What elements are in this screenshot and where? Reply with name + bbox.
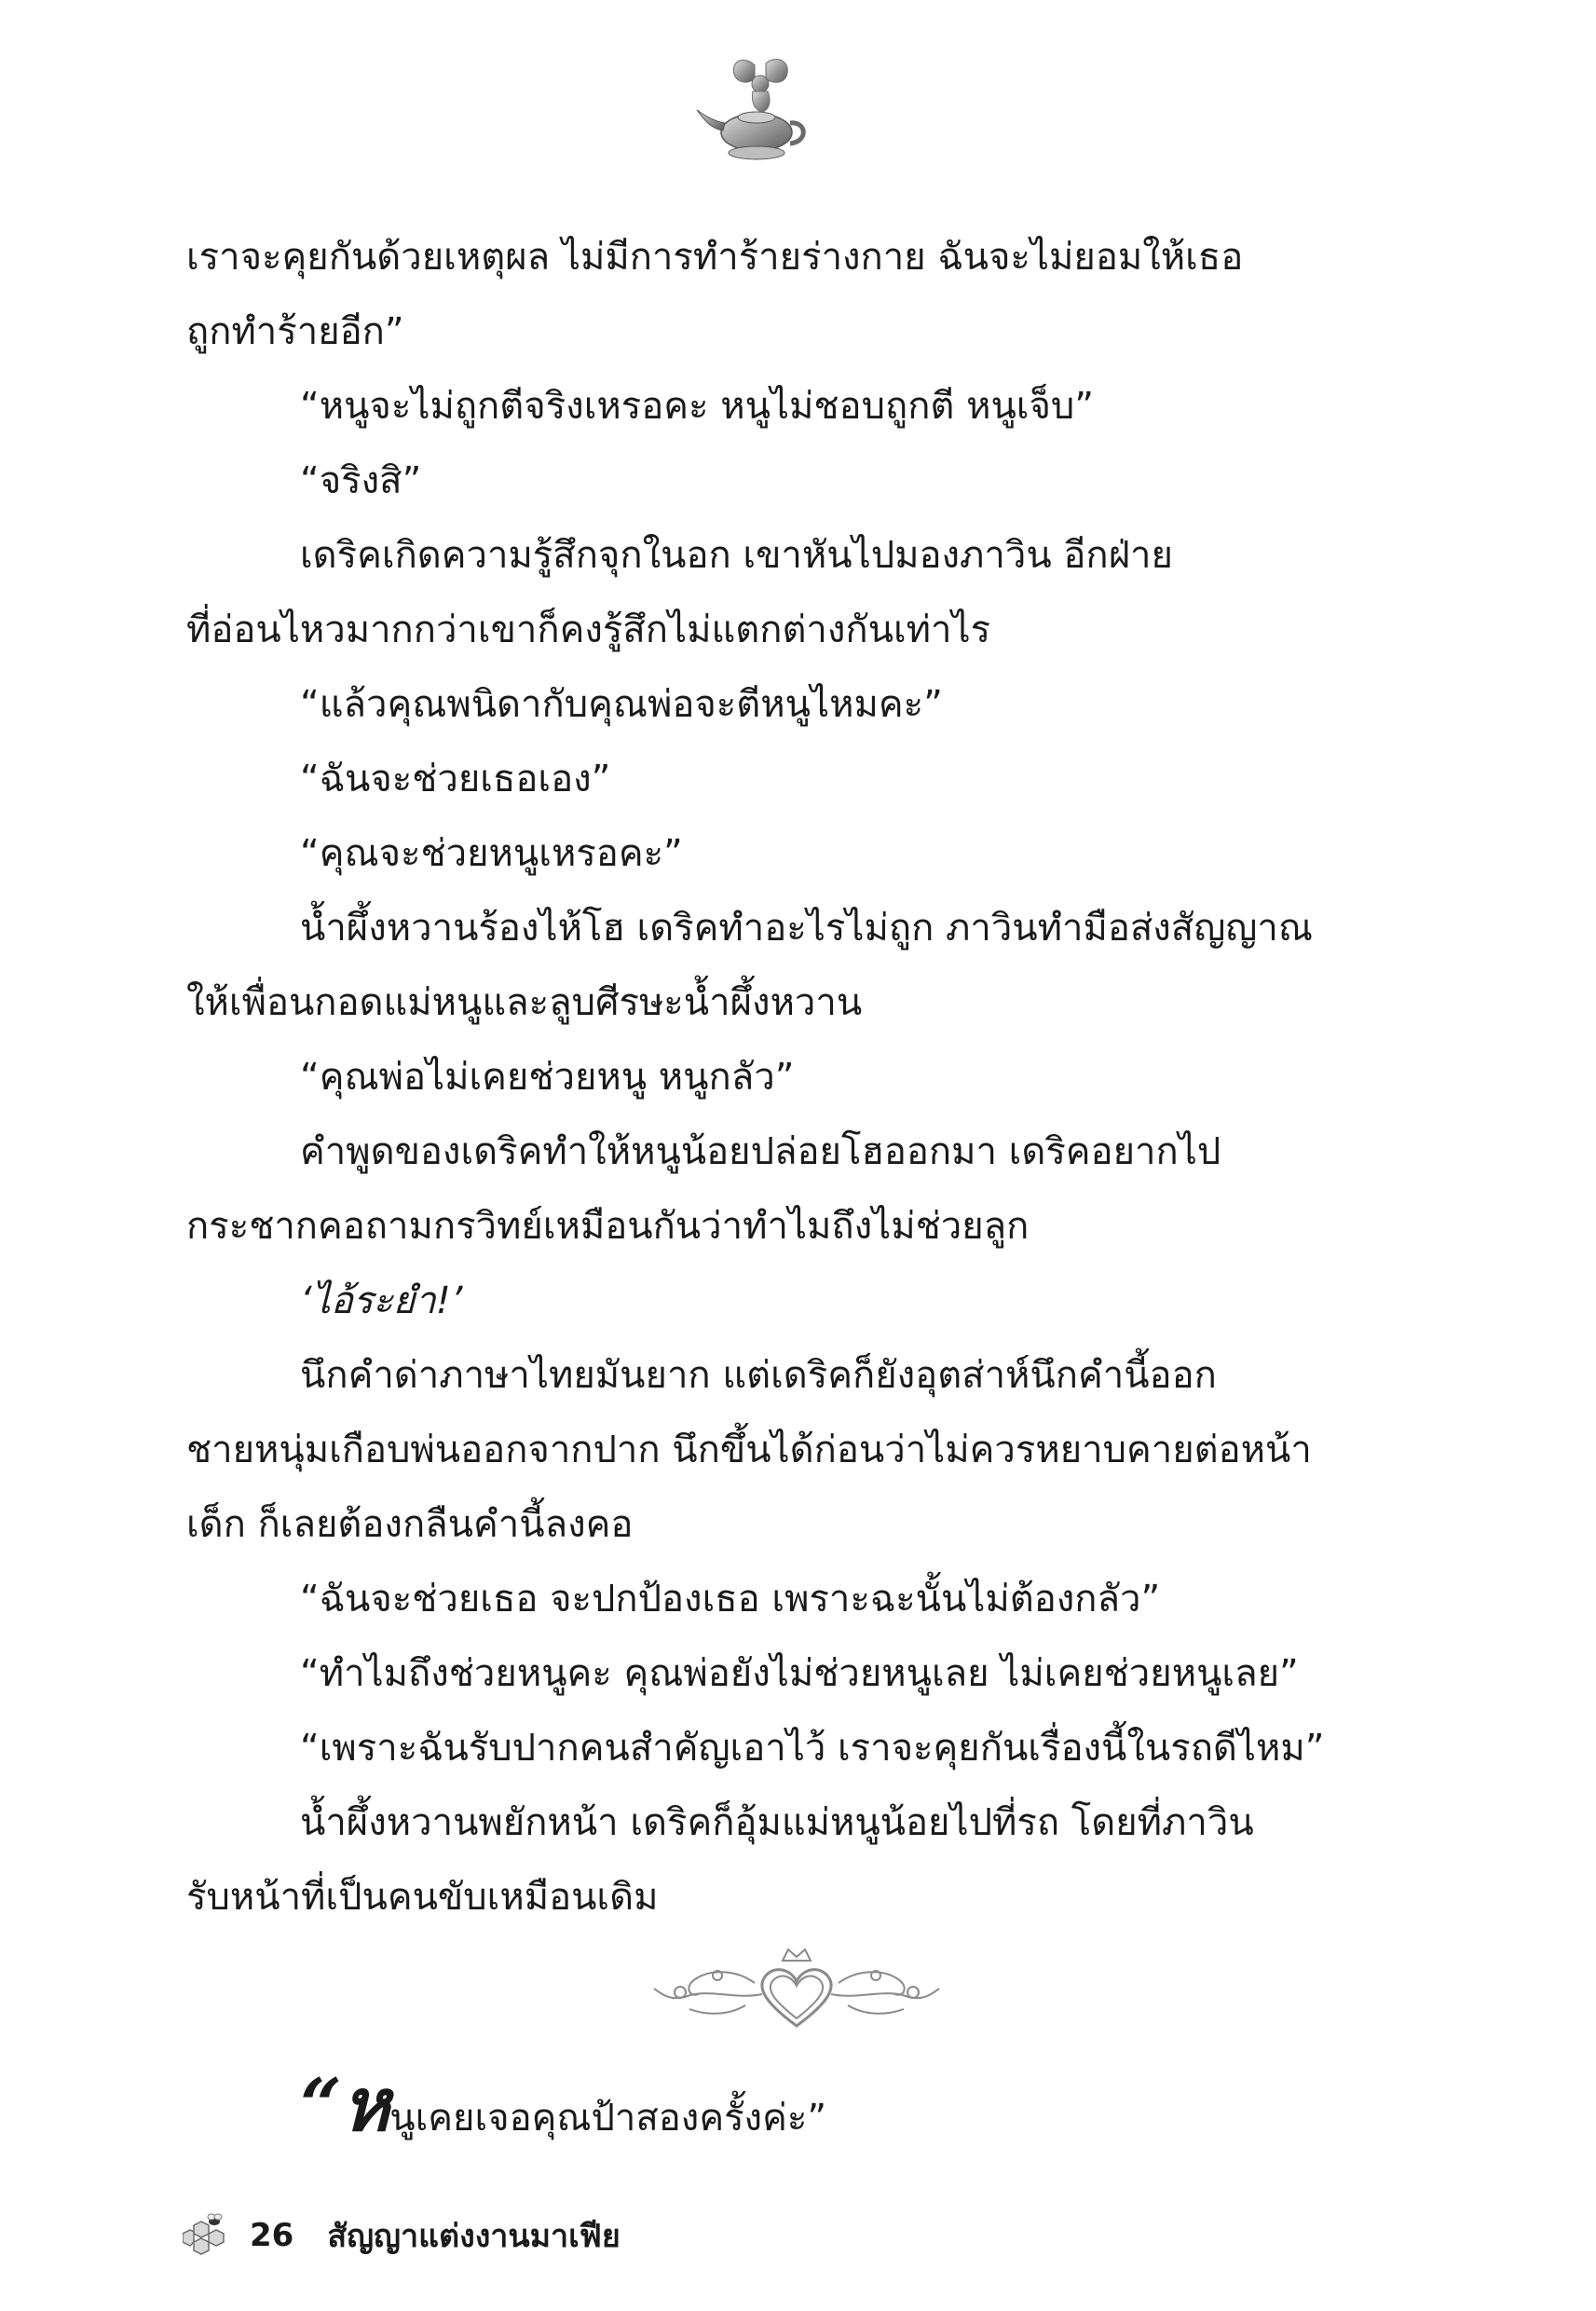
text-line: ชายหนุ่มเกือบพ่นออกจากปาก นึกขึ้นได้ก่อนว่าไม่ควรหยาบคายต่อหน้า: [186, 1429, 1312, 1471]
text-line: เราจะคุยกันด้วยเหตุผล ไม่มีการทำร้ายร่างกาย ฉันจะไม่ยอมให้เธอ: [186, 236, 1244, 279]
text-line: “จริงสิ”: [300, 459, 422, 502]
section-opening-text: นูเคยเจอคุณป้าสองครั้งค่ะ”: [389, 2097, 827, 2140]
text-line: “ฉันจะช่วยเธอ จะปกป้องเธอ เพราะฉะนั้นไม่ต้องกลัว”: [300, 1578, 1161, 1620]
text-line: ให้เพื่อนกอดแม่หนูและลูบศีรษะน้ำผึ้งหวาน: [186, 981, 863, 1024]
page-footer: [183, 2203, 621, 2268]
page-number: 26: [250, 2217, 294, 2254]
section-opening-line: [300, 2059, 826, 2153]
book-title: สัญญาแต่งงานมาเฟีย: [327, 2218, 621, 2255]
text-line: ‘ไอ้ระยำ!’: [300, 1279, 463, 1322]
text-line: กระชากคอถามกรวิทย์เหมือนกันว่าทำไมถึงไม่ช่วยลูก: [186, 1205, 1030, 1248]
text-line: น้ำผึ้งหวานพยักหน้า เดริคก็อุ้มแม่หนูน้อยไปที่รถ โดยที่ภาวิน: [300, 1801, 1254, 1844]
text-line: น้ำผึ้งหวานร้องไห้โฮ เดริคทำอะไรไม่ถูก ภาวินทำมือส่งสัญญาณ: [300, 907, 1313, 950]
text-line: “หนูจะไม่ถูกตีจริงเหรอคะ หนูไม่ชอบถูกตี หนูเจ็บ”: [300, 385, 1095, 428]
text-line: “เพราะฉันรับปากคนสำคัญเอาไว้ เราจะคุยกันเรื่องนี้ในรถดีไหม”: [300, 1727, 1325, 1770]
body-text: [186, 220, 1332, 1935]
text-line: “ทำไมถึงช่วยหนูคะ คุณพ่อยังไม่ช่วยหนูเลย ไม่เคยช่วยหนูเลย”: [300, 1652, 1299, 1695]
text-line: รับหน้าที่เป็นคนขับเหมือนเดิม: [186, 1876, 659, 1919]
text-line: คำพูดของเดริคทำให้หนูน้อยปล่อยโฮออกมา เดริคอยากไป: [300, 1130, 1221, 1173]
text-line: ที่อ่อนไหวมากกว่าเขาก็คงรู้สึกไม่แตกต่างกันเท่าไร: [186, 609, 991, 651]
drop-cap: “ห: [300, 2063, 390, 2148]
heart-flourish-icon: [643, 1940, 950, 2043]
text-line: “ฉันจะช่วยเธอเอง”: [300, 758, 611, 800]
text-line: “แล้วคุณพนิดากับคุณพ่อจะตีหนูไหมคะ”: [300, 683, 943, 726]
text-line: เด็ก ก็เลยต้องกลืนคำนี้ลงคอ: [186, 1503, 634, 1546]
text-line: นึกคำด่าภาษาไทยมันยาก แต่เดริคก็ยังอุตส่าห์นึกคำนี้ออก: [300, 1354, 1217, 1397]
text-line: “คุณพ่อไม่เคยช่วยหนู หนูกลัว”: [300, 1056, 795, 1099]
honeycomb-bee-icon: [183, 2212, 225, 2259]
text-line: “คุณจะช่วยหนูเหรอคะ”: [300, 832, 683, 875]
text-line: เดริคเกิดความรู้สึกจุกในอก เขาหันไปมองภาวิน อีกฝ่าย: [300, 534, 1173, 577]
cupid-teapot-icon: [689, 56, 820, 168]
text-line: ถูกทำร้ายอีก”: [186, 310, 404, 353]
